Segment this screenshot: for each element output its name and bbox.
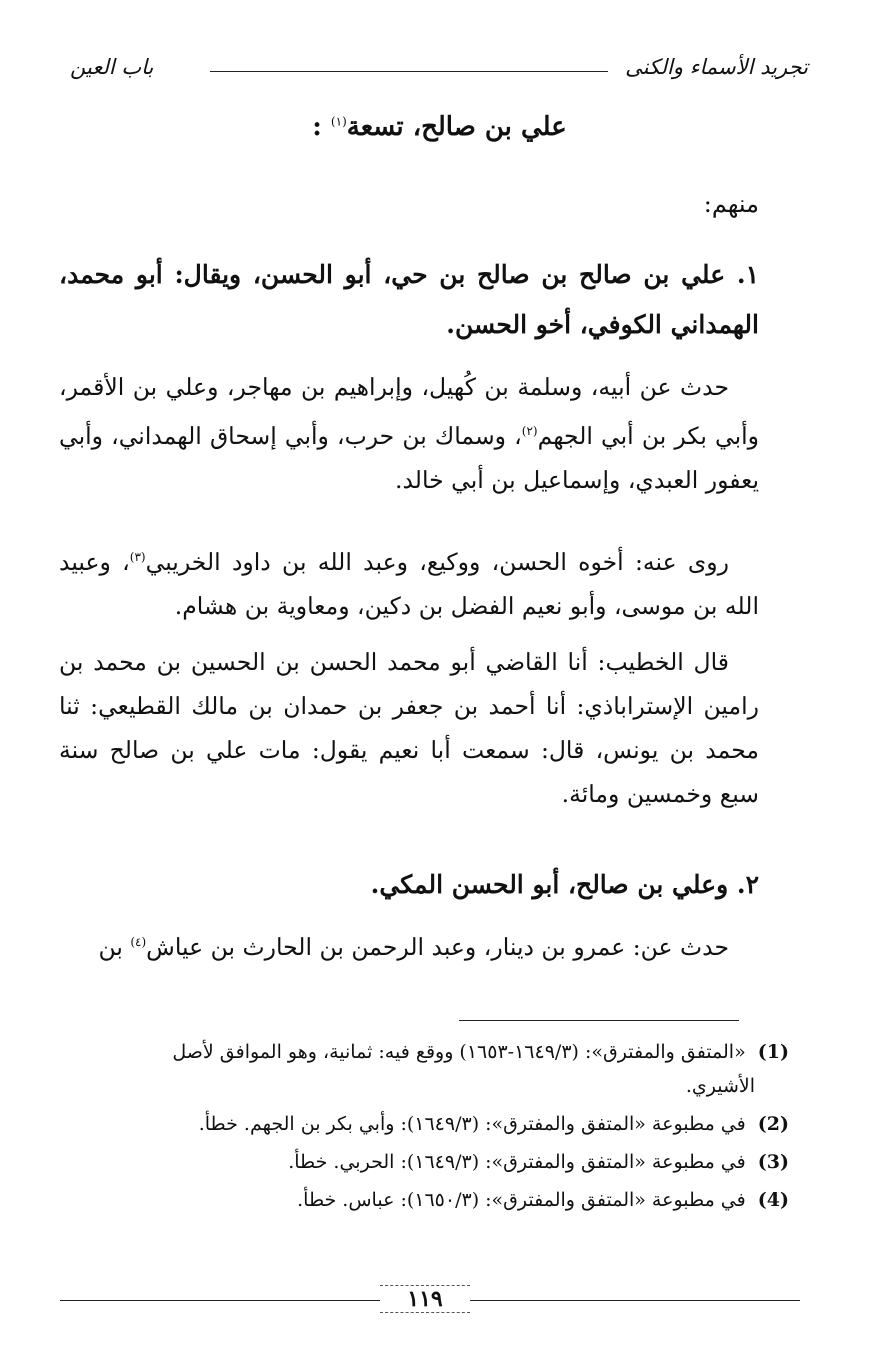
footnotes [60, 1035, 789, 1221]
header-rule [210, 71, 608, 72]
chapter-title: باب العين [70, 55, 154, 79]
footnote-text: في مطبوعة «المتفق والمفترق»: (١٦٤٩/٣): وأبي بكر بن الجهم. خطأ. [198, 1113, 746, 1135]
page-number: ١١٩ [380, 1285, 470, 1313]
p4-text-a: حدث عن: عمرو بن دينار، وعبد الرحمن بن الحارث بن عياش [146, 932, 729, 961]
footnote-3 [60, 1145, 789, 1179]
p2-text-b: ، وعبيد الله بن موسى، وأبو نعيم الفضل بن دكين، ومعاوية بن هشام. [59, 547, 759, 620]
entry-1-paragraph-narrated-from [59, 365, 759, 502]
footnote-ref-3[interactable]: (٣) [129, 550, 146, 564]
running-header [70, 55, 808, 85]
footnote-ref-1[interactable]: (١) [330, 114, 347, 129]
section-title-text: علي بن صالح، تسعة [346, 112, 567, 142]
footnote-2 [60, 1107, 789, 1141]
book-title: تجريد الأسماء والكنى [625, 55, 808, 79]
footnote-separator [459, 1020, 739, 1021]
entry-2-paragraph-narrated-from [59, 920, 759, 969]
entry-1-paragraph-narrators [59, 535, 759, 628]
footnote-text: في مطبوعة «المتفق والمفترق»: (١٦٤٩/٣): الحربي. خطأ. [288, 1151, 746, 1173]
footer-rule-right [470, 1300, 800, 1301]
footnote-number: (3) [757, 1151, 789, 1173]
p4-text-b: بن [98, 932, 131, 961]
p2-text-a: روى عنه: أخوه الحسن، ووكيع، وعبد الله بن داود الخريبي [145, 547, 730, 576]
footer-rule-left [60, 1300, 380, 1301]
footnote-ref-4[interactable]: (٤) [130, 935, 147, 949]
footnote-number: (2) [757, 1113, 789, 1135]
entry-1-paragraph-khatib: قال الخطيب: أنا القاضي أبو محمد الحسن بن الحسين بن محمد بن رامين الإستراباذي: أنا أحمد بن جعفر بن حمدان بن مالك القطيعي: ثنا محمد بن يونس، قال: سمعت أبا نعيم يقول: مات علي بن صالح سنة سبع وخمسين ومائة. [59, 648, 759, 808]
footnote-number: (1) [757, 1041, 789, 1063]
footnote-1 [60, 1035, 789, 1103]
footnote-4 [60, 1183, 789, 1217]
entry-heading-2: ٢. وعلي بن صالح، أبو الحسن المكي. [370, 870, 759, 899]
p1-text-b: ، وسماك بن حرب، وأبي إسحاق الهمداني، وأبي يعفور العبدي، وإسماعيل بن أبي خالد. [59, 421, 759, 494]
section-title: علي بن صالح، تسعة$^{(١)}$ : [312, 112, 567, 142]
footnote-text: «المتفق والمفترق»: (١٦٤٩/٣-١٦٥٣) ووقع فيه: ثمانية، وهو الموافق لأصل [172, 1041, 746, 1063]
section-intro: منهم: [703, 190, 759, 218]
footnote-text: في مطبوعة «المتفق والمفترق»: (١٦٥٠/٣): عباس. خطأ. [297, 1189, 746, 1211]
footnote-ref-2[interactable]: (٢) [521, 424, 538, 438]
p1-text-a: حدث عن أبيه، وسلمة بن كُهيل، وإبراهيم بن مهاجر، وعلي بن الأقمر، وأبي بكر بن أبي الجهم [59, 373, 759, 450]
entry-heading-1: ١. علي بن صالح بن صالح بن حي، أبو الحسن، ويقال: أبو محمد، الهمداني الكوفي، أخو الحسن. [59, 260, 759, 339]
footnote-number: (4) [757, 1189, 789, 1211]
footnote-continuation: الأشيري. [685, 1075, 755, 1097]
